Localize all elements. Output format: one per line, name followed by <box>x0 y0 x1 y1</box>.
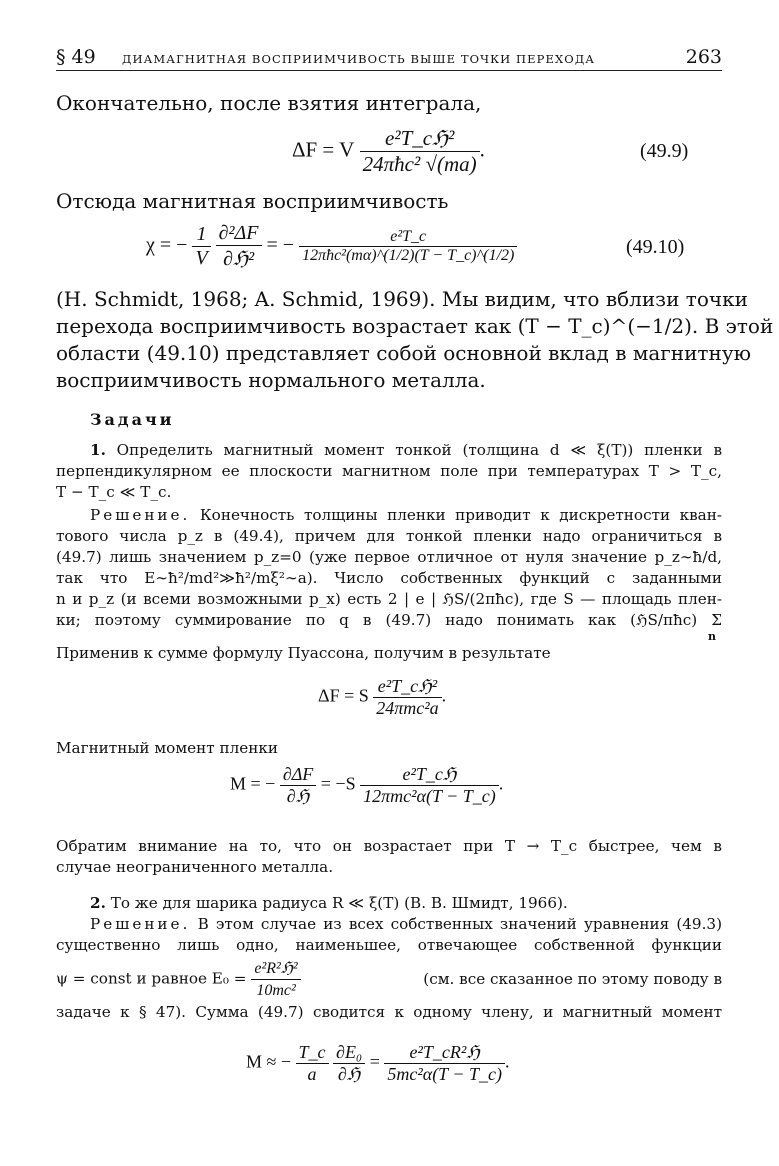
sphere-M-frac2-den: ∂ℌ <box>337 1064 361 1084</box>
equation-49-10 <box>146 222 517 271</box>
sum-index: n <box>708 630 716 643</box>
solution-line: так что E∼ħ²/md²≫ħ²/mξ²∼a). Число собственных функций с заданными <box>56 569 722 587</box>
eq-49-10-frac1-den: V <box>195 247 208 269</box>
solution-line: Конечность толщины пленки приводит к дискретности кван- <box>199 506 722 524</box>
problem-1-note <box>56 836 722 878</box>
solution-line: n и p_z (и всеми возможными p_x) есть 2 | e | ℌS/(2πħc), где S — площадь плен- <box>56 590 722 608</box>
film-M-frac2-den: 12πmc²α(T − T_c) <box>363 786 496 806</box>
paragraph-line: перехода восприимчивость возрастает как (T − T_c)^(−1/2). В этой <box>56 314 774 338</box>
eq-49-10-lhs: χ = − <box>146 234 188 257</box>
problem-2-statement <box>90 893 568 914</box>
film-M-frac1-den: ∂ℌ <box>286 786 310 806</box>
equation-film-dF: ΔF = S $\frac{\text{e²T\_cℌ²}}{\text{24πmc²a}}$ . <box>318 676 447 718</box>
problem-1-statement <box>56 440 722 503</box>
problem-1-line: T − T_c ≪ T_c. <box>56 483 172 501</box>
eq-49-9-number: (49.9) <box>640 140 689 162</box>
main-paragraph <box>56 286 774 394</box>
solution-line: тового числа p_z в (49.4), причем для тонкой пленки надо ограничиться в <box>56 527 722 545</box>
solution-line: существенно лишь одно, наименьшее, отвечающее собственной функции <box>56 936 722 954</box>
problem-1-number: 1. <box>90 441 106 459</box>
eq-49-10-frac1-num: 1 <box>192 223 210 247</box>
solution-line: (см. все сказанное по этому поводу в <box>423 969 722 988</box>
film-dF-denominator: 24πmc²a <box>376 698 439 718</box>
eq-49-9-fraction <box>360 126 480 177</box>
sphere-M-frac3-num: e²T_cR²ℌ <box>384 1042 505 1064</box>
eq-49-9-lhs: ΔF = V <box>292 137 355 162</box>
film-M-frac1-num: ∂ΔF <box>280 764 316 786</box>
solution-line: задаче к § 47). Сумма (49.7) сводится к одному члену, и магнитный момент <box>56 1003 722 1021</box>
solution-line: (49.7) лишь значением p_z=0 (уже первое отличное от нуля значение p_z∼ħ/d, <box>56 548 722 566</box>
eq-49-10-eq-sign: = − <box>266 234 295 257</box>
solution-line: В этом случае из всех собственных значений уравнения (49.3) <box>197 915 722 933</box>
sphere-M-frac2-num: ∂E₀ <box>333 1042 365 1064</box>
note-line: случае неограниченного металла. <box>56 858 334 876</box>
sphere-M-frac1-num: T_c <box>296 1042 329 1064</box>
eq-49-9-denominator: 24πħc² √(ma) <box>362 152 477 176</box>
header-section: § 49 <box>56 46 96 68</box>
sphere-M-mid: = <box>369 1051 380 1072</box>
problem-1-line: Определить магнитный момент тонкой (толщина d ≪ ξ(T)) пленки в <box>116 441 722 459</box>
solution-line: Применив к сумме формулу Пуассона, получим в результате <box>56 644 551 662</box>
page-number: 263 <box>685 46 722 68</box>
note-line: Обратим внимание на то, что он возрастает при T → T_c быстрее, чем в <box>56 837 722 855</box>
intro-line: Окончательно, после взятия интеграла, <box>56 91 482 115</box>
E0-numerator: e²R²ℌ² <box>251 958 300 980</box>
paragraph-line: области (49.10) представляет собой основной вклад в магнитную <box>56 341 752 365</box>
problem-1-solution-label: Решение. <box>90 506 191 524</box>
film-M-lhs: M = − <box>230 773 276 794</box>
header-title: ДИАМАГНИТНАЯ ВОСПРИИМЧИВОСТЬ ВЫШЕ ТОЧКИ ПЕРЕХОДА <box>122 52 596 66</box>
eq-49-10-frac2-den: ∂ℌ² <box>223 248 255 270</box>
paragraph-line: восприимчивость нормального металла. <box>56 368 486 392</box>
equation-sphere-M: M ≈ − $\frac{T\_c}{a}$ $\frac{\text{∂E₀}}{\text{∂ℌ}}$ = $\frac{\text{e²T\_cR²ℌ}}{\text{5mc²α(T − T\_c)}}$ . <box>246 1042 510 1084</box>
eq-49-9-numerator: e²T_cℌ² <box>360 126 480 152</box>
solution-line: ки; поэтому суммирование по q в (49.7) надо понимать как (ℌS/πħc) Σ <box>56 611 722 629</box>
problems-heading: Задачи <box>90 410 175 429</box>
paragraph-line: (H. Schmidt, 1968; A. Schmid, 1969). Мы видим, что вблизи точки <box>56 287 748 311</box>
running-header <box>56 44 722 71</box>
sphere-M-frac3-den: 5mc²α(T − T_c) <box>387 1064 503 1084</box>
eq-49-10-frac2-num: ∂²ΔF <box>216 222 262 246</box>
eq-49-10-frac3-den: 12πħc²(mα)^(1/2)(T − T_c)^(1/2) <box>302 247 515 264</box>
problem-2-text: То же для шарика радиуса R ≪ ξ(T) (В. В. Шмидт, 1966). <box>110 894 568 912</box>
film-M-frac2-num: e²T_cℌ <box>360 764 499 786</box>
problem-1-solution <box>56 505 722 664</box>
problem-2-solution-label: Решение. <box>90 915 191 933</box>
solution-line: ψ = const и равное E₀ = <box>56 969 247 987</box>
film-M-mid: = −S <box>320 773 356 794</box>
problem-2-number: 2. <box>90 894 106 912</box>
equation-49-9: ΔF = V $\frac{\text{e²T\_cℌ²}}{\text{24πħc² √(ma)}}$ . <box>292 126 485 176</box>
film-moment-line: Магнитный момент пленки <box>56 739 278 757</box>
problem-1-line: перпендикулярном ее плоскости магнитном поле при температурах T > T_c, <box>56 462 722 480</box>
problem-2-solution <box>56 914 722 1023</box>
sphere-M-lhs: M ≈ − <box>246 1051 292 1072</box>
eq-49-10-number: (49.10) <box>626 236 685 258</box>
film-dF-numerator: e²T_cℌ² <box>373 676 441 698</box>
equation-film-M: M = − $\frac{\partial\Delta F}{\text{∂ℌ}}$ = −S $\frac{\text{e²T\_cℌ}}{\text{12πmc²α(T − T\_c)}}$ . <box>230 764 504 806</box>
eq-49-10-frac3-num: e²T_c <box>299 228 517 247</box>
sphere-M-frac1-den: a <box>307 1064 317 1084</box>
susceptibility-line: Отсюда магнитная восприимчивость <box>56 189 449 213</box>
E0-denominator: 10mc² <box>256 981 296 999</box>
film-dF-lhs: ΔF = S <box>318 685 369 706</box>
